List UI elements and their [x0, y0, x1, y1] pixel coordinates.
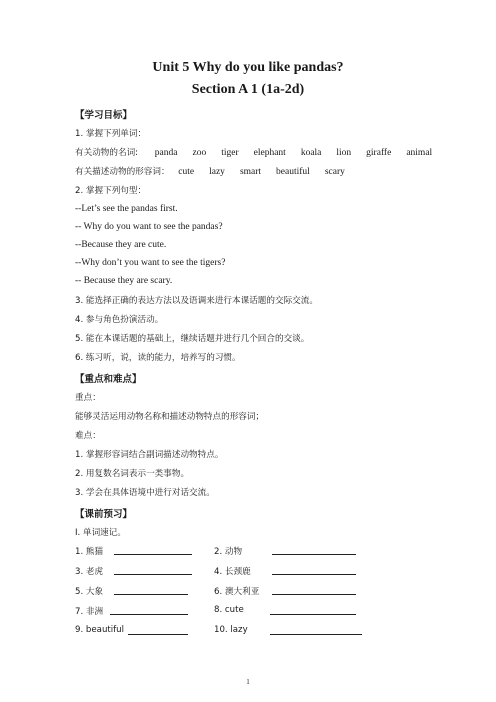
answer-blank[interactable] — [270, 605, 356, 615]
adjective-word: beautiful — [276, 167, 310, 177]
vocab-prompt: 3. 老虎 — [75, 567, 104, 577]
objective-2: 2. 掌握下列句型： — [75, 186, 147, 196]
noun-word: lion — [336, 148, 352, 158]
adjective-word: cute — [178, 167, 195, 177]
sentence-3: --Because they are cute. — [75, 240, 167, 250]
adjective-word: lazy — [209, 167, 225, 177]
vocab-item — [75, 565, 103, 577]
key-text: 能够灵活运用动物名称和描述动物特点的形容词； — [75, 412, 265, 422]
vocab-item — [75, 585, 103, 597]
sentence-4: --Why don’t you want to see the tigers? — [75, 258, 226, 268]
vocab-prompt: 4. 长颈鹿 — [214, 567, 251, 577]
section-title: Section A 1 (1a-2d) — [191, 82, 305, 97]
adjective-word: smart — [239, 167, 262, 177]
page-number: 1 — [246, 678, 250, 686]
vocab-item — [75, 545, 103, 557]
objectives-header: 【学习目标】 — [75, 110, 133, 121]
answer-blank[interactable] — [114, 545, 192, 555]
noun-word: giraffe — [366, 148, 392, 158]
nouns-list — [155, 148, 432, 158]
objective-5: 5. 能在本课话题的基础上，继续话题并进行几个回合的交谈。 — [75, 334, 310, 344]
vocab-item — [214, 605, 244, 615]
difficulty-3: 3. 学会在具体语境中进行对话交流。 — [75, 488, 215, 498]
vocab-item — [214, 565, 251, 577]
answer-blank[interactable] — [114, 585, 188, 595]
vocab-prompt: 1. 熊猫 — [75, 547, 104, 557]
objective-3: 3. 能选择正确的表达方法以及语调来进行本课话题的交际交流。 — [75, 296, 318, 306]
answer-blank[interactable] — [272, 585, 356, 595]
unit-title: Unit 5 Why do you like pandas? — [152, 60, 344, 75]
adjectives-line — [75, 165, 360, 177]
adjective-word: scary — [324, 167, 345, 177]
answer-blank[interactable] — [114, 565, 192, 575]
difficulty-1: 1. 掌握形容词结合副词描述动物特点。 — [75, 450, 224, 460]
difficulty-label: 难点： — [75, 431, 101, 441]
sentence-5: -- Because they are scary. — [75, 276, 173, 286]
vocab-prompt: 10. lazy — [214, 625, 248, 635]
vocab-prompt: 7. 非洲 — [75, 607, 104, 617]
noun-word: koala — [300, 148, 322, 158]
answer-blank[interactable] — [110, 605, 188, 615]
noun-word: animal — [406, 148, 433, 158]
vocab-item — [214, 585, 259, 597]
vocab-prompt: 9. beautiful — [75, 625, 125, 635]
sentence-1: --Let’s see the pandas first. — [75, 204, 178, 214]
preview-header: 【课前预习】 — [75, 509, 133, 520]
nouns-label: 有关动物的名词: — [75, 148, 139, 158]
noun-word: zoo — [192, 148, 207, 158]
noun-word: panda — [154, 148, 178, 158]
noun-word: elephant — [253, 148, 286, 158]
nouns-line — [75, 146, 432, 158]
key-label: 重点： — [75, 393, 101, 403]
objective-1: 1. 掌握下列单词： — [75, 129, 147, 139]
vocab-item — [214, 545, 242, 557]
sentence-2: -- Why do you want to see the pandas? — [75, 222, 223, 232]
key-points-header: 【重点和难点】 — [75, 374, 142, 385]
vocab-prompt: 8. cute — [214, 605, 244, 615]
answer-blank[interactable] — [270, 625, 362, 635]
preview-instruction: I. 单词速记。 — [75, 528, 126, 538]
noun-word: tiger — [221, 148, 239, 158]
answer-blank[interactable] — [272, 565, 356, 575]
vocab-item — [214, 625, 248, 635]
adjectives-list — [178, 167, 360, 177]
answer-blank[interactable] — [128, 625, 188, 635]
vocab-item — [75, 605, 103, 617]
vocab-item — [75, 625, 124, 635]
objective-6: 6. 练习听，说，读的能力，培养写的习惯。 — [75, 353, 241, 363]
adjectives-label: 有关描述动物的形容词： — [75, 167, 170, 177]
vocab-prompt: 5. 大象 — [75, 587, 104, 597]
difficulty-2: 2. 用复数名词表示一类事物。 — [75, 469, 190, 479]
answer-blank[interactable] — [272, 545, 356, 555]
vocab-prompt: 6. 澳大利亚 — [214, 587, 260, 597]
objective-4: 4. 参与角色扮演活动。 — [75, 315, 164, 325]
vocab-prompt: 2. 动物 — [214, 547, 243, 557]
